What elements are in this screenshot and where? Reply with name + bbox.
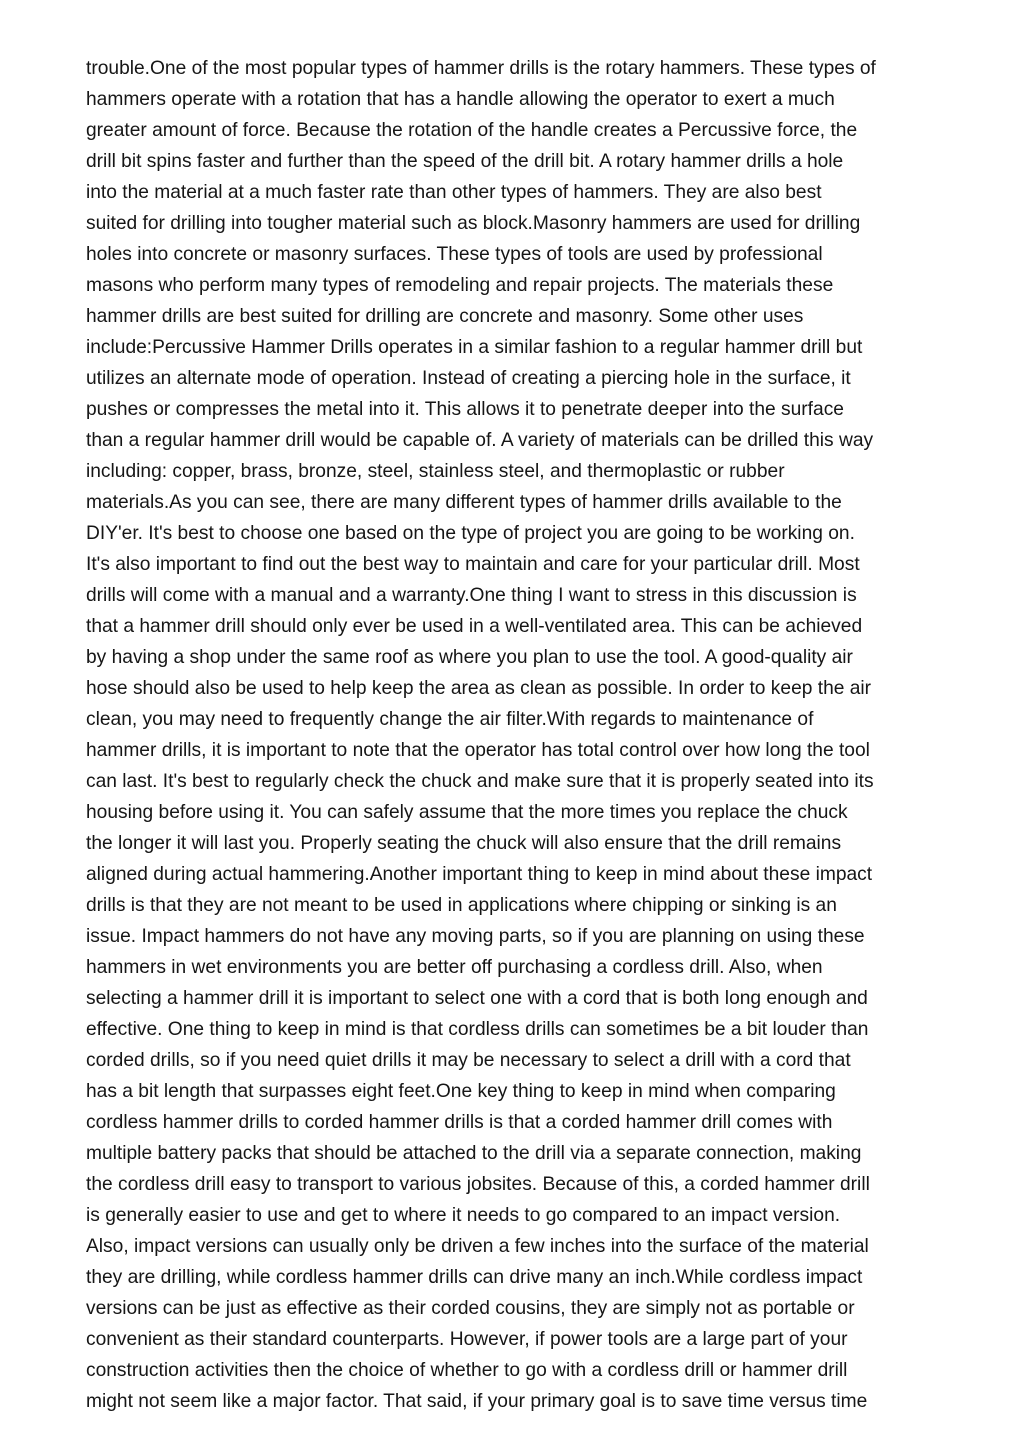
text-line: by having a shop under the same roof as where you plan to use the tool. A good-quality air — [86, 647, 853, 668]
text-line: pushes or compresses the metal into it. This allows it to penetrate deeper into the surface — [86, 399, 844, 420]
text-line: masons who perform many types of remodeling and repair projects. The materials these — [86, 275, 834, 296]
text-line: that a hammer drill should only ever be used in a well-ventilated area. This can be achieved — [86, 616, 863, 637]
text-line: It's also important to find out the best way to maintain and care for your particular drill. Most — [86, 554, 860, 575]
text-line: hose should also be used to help keep the area as clean as possible. In order to keep the air — [86, 678, 872, 699]
text-line: the cordless drill easy to transport to various jobsites. Because of this, a corded hammer drill — [86, 1174, 870, 1195]
text-line: trouble.One of the most popular types of hammer drills is the rotary hammers. These types of — [86, 58, 876, 79]
text-line: versions can be just as effective as their corded cousins, they are simply not as portable or — [86, 1298, 855, 1319]
body-text — [86, 53, 946, 1417]
text-line: corded drills, so if you need quiet drills it may be necessary to select a drill with a cord that — [86, 1050, 851, 1071]
text-line: hammer drills, it is important to note that the operator has total control over how long the tool — [86, 740, 870, 761]
text-line: hammers operate with a rotation that has a handle allowing the operator to exert a much — [86, 89, 835, 110]
text-line: holes into concrete or masonry surfaces. These types of tools are used by professional — [86, 244, 823, 265]
text-line: utilizes an alternate mode of operation. Instead of creating a piercing hole in the surface, it — [86, 368, 851, 389]
text-line: construction activities then the choice of whether to go with a cordless drill or hammer drill — [86, 1360, 848, 1381]
text-line: might not seem like a major factor. That said, if your primary goal is to save time versus time — [86, 1391, 868, 1412]
text-line: hammers in wet environments you are better off purchasing a cordless drill. Also, when — [86, 957, 823, 978]
text-line: Also, impact versions can usually only be driven a few inches into the surface of the material — [86, 1236, 869, 1257]
text-line: issue. Impact hammers do not have any moving parts, so if you are planning on using these — [86, 926, 865, 947]
text-line: effective. One thing to keep in mind is that cordless drills can sometimes be a bit louder than — [86, 1019, 869, 1040]
text-line: the longer it will last you. Properly seating the chuck will also ensure that the drill remains — [86, 833, 842, 854]
text-line: selecting a hammer drill it is important to select one with a cord that is both long enough and — [86, 988, 868, 1009]
text-line: include:Percussive Hammer Drills operates in a similar fashion to a regular hammer drill but — [86, 337, 863, 358]
text-line: can last. It's best to regularly check the chuck and make sure that it is properly seated into its — [86, 771, 874, 792]
text-line: than a regular hammer drill would be capable of. A variety of materials can be drilled this way — [86, 430, 874, 451]
text-line: greater amount of force. Because the rotation of the handle creates a Percussive force, the — [86, 120, 858, 141]
text-line: drill bit spins faster and further than the speed of the drill bit. A rotary hammer drills a hole — [86, 151, 844, 172]
text-line: clean, you may need to frequently change the air filter.With regards to maintenance of — [86, 709, 814, 730]
text-line: multiple battery packs that should be attached to the drill via a separate connection, making — [86, 1143, 862, 1164]
text-line: materials.As you can see, there are many different types of hammer drills available to the — [86, 492, 842, 513]
text-line: has a bit length that surpasses eight feet.One key thing to keep in mind when comparing — [86, 1081, 836, 1102]
text-line: convenient as their standard counterparts. However, if power tools are a large part of your — [86, 1329, 848, 1350]
text-line: is generally easier to use and get to where it needs to go compared to an impact version. — [86, 1205, 841, 1226]
text-line: aligned during actual hammering.Another important thing to keep in mind about these impact — [86, 864, 873, 885]
text-line: including: copper, brass, bronze, steel, stainless steel, and thermoplastic or rubber — [86, 461, 785, 482]
text-line: cordless hammer drills to corded hammer drills is that a corded hammer drill comes with — [86, 1112, 833, 1133]
text-line: hammer drills are best suited for drilling are concrete and masonry. Some other uses — [86, 306, 804, 327]
text-line: drills is that they are not meant to be used in applications where chipping or sinking is an — [86, 895, 837, 916]
text-line: housing before using it. You can safely assume that the more times you replace the chuck — [86, 802, 848, 823]
text-line: DIY'er. It's best to choose one based on the type of project you are going to be working on. — [86, 523, 855, 544]
text-line: into the material at a much faster rate than other types of hammers. They are also best — [86, 182, 822, 203]
text-line: they are drilling, while cordless hammer drills can drive many an inch.While cordless impact — [86, 1267, 863, 1288]
text-line: suited for drilling into tougher material such as block.Masonry hammers are used for drilling — [86, 213, 861, 234]
text-line: drills will come with a manual and a warranty.One thing I want to stress in this discussion is — [86, 585, 857, 606]
